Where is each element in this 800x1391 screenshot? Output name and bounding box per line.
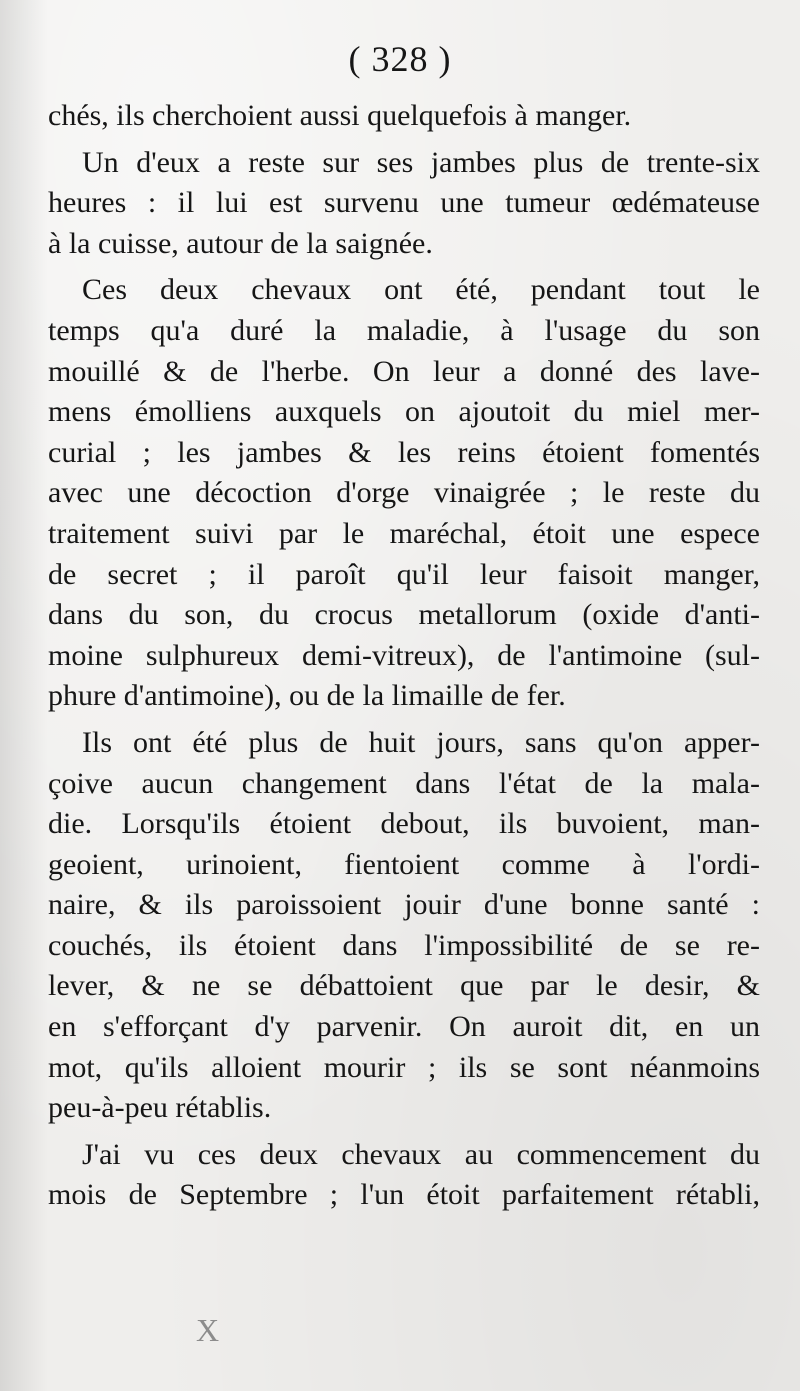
text-line: lever, & ne se débattoient que par le desir, & [48, 969, 760, 1003]
text-line: curial ; les jambes & les reins étoient fomentés [48, 435, 760, 469]
body-text [48, 96, 760, 1216]
signature-mark: X [196, 1312, 222, 1348]
text-line: dans du son, du crocus metallorum (oxide d'anti- [48, 598, 760, 632]
text-line: mens émolliens auxquels on ajoutoit du miel mer- [48, 395, 760, 429]
text-line: moine sulphureux demi-vitreux), de l'antimoine (sul- [48, 638, 760, 672]
text-line: Un d'eux a reste sur ses jambes plus de trente-six [82, 145, 760, 179]
text-line: chés, ils cherchoient aussi quelquefois à manger. [48, 99, 632, 132]
text-line: J'ai vu ces deux chevaux au commencement du [82, 1137, 760, 1171]
text-line: çoive aucun changement dans l'état de la mala- [48, 766, 760, 800]
text-line: Ces deux chevaux ont été, pendant tout le [82, 273, 760, 307]
page-gutter-shadow [0, 0, 48, 1391]
text-line: peu-à-peu rétablis. [48, 1091, 272, 1125]
text-line: mouillé & de l'herbe. On leur a donné des lave- [48, 354, 760, 388]
text-line: mot, qu'ils alloient mourir ; ils se sont néanmoins [48, 1050, 760, 1084]
text-line: Ils ont été plus de huit jours, sans qu'on apper- [82, 725, 760, 759]
page-number: ( 328 ) [348, 39, 452, 79]
text-line: naire, & ils paroissoient jouir d'une bonne santé : [48, 888, 760, 922]
text-line: geoient, urinoient, fientoient comme à l'ordi- [48, 847, 760, 881]
text-line: mois de Septembre ; l'un étoit parfaitement rétabli, [48, 1178, 760, 1212]
text-line: phure d'antimoine), ou de la limaille de fer. [48, 679, 566, 713]
text-line: heures : il lui est survenu une tumeur œdémateuse [48, 186, 760, 220]
text-line: en s'efforçant d'y parvenir. On auroit dit, en un [48, 1010, 760, 1044]
text-line: de secret ; il paroît qu'il leur faisoit manger, [48, 557, 760, 591]
text-line: traitement suivi par le maréchal, étoit une espece [48, 516, 760, 550]
text-line: die. Lorsqu'ils étoient debout, ils buvoient, man- [48, 807, 760, 841]
text-line: avec une décoction d'orge vinaigrée ; le reste du [48, 476, 760, 510]
text-line: temps qu'a duré la maladie, à l'usage du son [48, 313, 760, 347]
text-line: à la cuisse, autour de la saignée. [48, 226, 433, 260]
text-line: couchés, ils étoient dans l'impossibilité de se re- [48, 928, 760, 962]
